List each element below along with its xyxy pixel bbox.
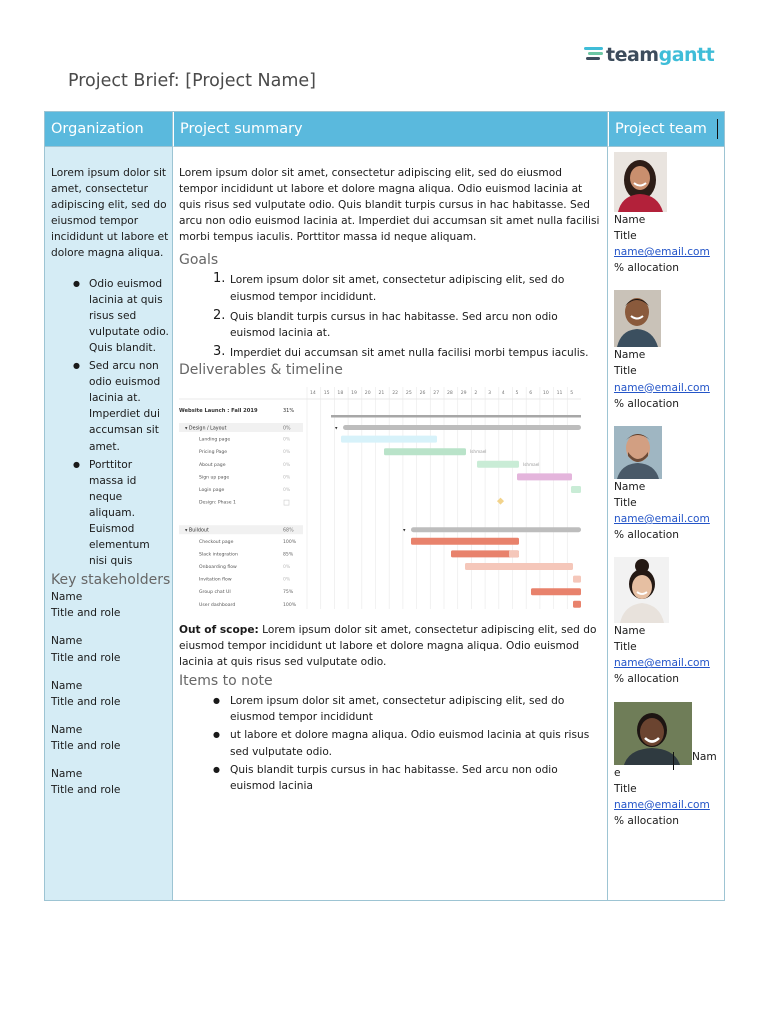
gantt-task-pct: 0% [283,450,291,456]
gantt-task-checkbox [284,500,289,505]
member-title: Title [614,496,637,509]
team-column [608,112,724,900]
gantt-day-label: 10 [542,390,549,396]
team-header [608,112,724,147]
gantt-day-label: 18 [337,390,344,396]
member-name: Name [614,480,646,493]
gantt-task-label: Onboarding flow [199,564,237,570]
organization-bullets [51,276,169,570]
member-email-link[interactable]: name@email.com [614,512,710,525]
list-item: ● Porttitor massa id neque aliquam. Euismod elementum nisi quis [73,457,169,570]
gantt-day-label: 28 [447,390,453,396]
summary-intro: Lorem ipsum dolor sit amet, consectetur adipiscing elit, sed do eiusmod tempor incididunt ut labore et dolore magna aliqua. Odio euismod lacinia at quis risus sed vulputate odio. Quis blandit turpis cursus in hac habitasse. Sed arcu non odio euismod lacinia at. Imperdiet dui accumsan sit amet nulla facilisi morbi tempus iaculis. Porttitor massa id neque aliquam. [179,167,600,244]
member-allocation: % allocation [614,814,679,827]
avatar [614,557,669,623]
logo-bars-icon [584,47,604,61]
gantt-group-pct: 68% [283,528,294,534]
goal-item [207,272,603,304]
gantt-task-label: About page [199,462,226,468]
stakeholders-list [51,589,169,798]
organization-intro: Lorem ipsum dolor sit amet, consectetur adipiscing elit, sed do eiusmod tempor incididunt ut labore et dolore magna aliqua. [51,167,169,260]
gantt-day-label: 20 [364,390,371,396]
member-email-link[interactable]: name@email.com [614,657,710,670]
gantt-task-bar [451,550,519,557]
gantt-task-bar [531,588,581,595]
avatar [614,426,662,479]
goal-text: Imperdiet dui accumsan sit amet nulla facilisi morbi tempus iaculis. [230,346,589,359]
goal-item [207,309,603,341]
goal-text: Quis blandit turpis cursus in hac habitasse. Sed arcu non odio euismod lacinia at. [230,310,558,339]
gantt-day-label: 19 [351,390,357,396]
gantt-task-pct: 75% [283,590,294,596]
summary-column [173,112,608,900]
team-header-label: Project team [615,121,707,137]
gantt-task-bar [573,601,581,608]
goal-number: 1. [213,271,226,287]
member-email-link[interactable]: name@email.com [614,246,710,259]
gantt-task-bar-remaining [509,550,519,557]
gantt-task-pct: 100% [283,539,297,545]
gantt-bar-tag: Ishmael [523,461,540,467]
gantt-task-bar [341,436,437,443]
gantt-day-label: 25 [405,390,412,396]
stakeholder-name: Name [51,591,83,604]
gantt-svg [179,385,581,609]
gantt-group-label: ▾ Design / Layout [185,426,227,432]
member-allocation: % allocation [614,673,679,686]
member-allocation: % allocation [614,397,679,410]
member-photo-row [614,702,722,781]
page-title: Project Brief: [Project Name] [68,71,316,91]
list-item: ● Quis blandit turpis cursus in hac habitasse. Sed arcu non odio euismod lacinia [213,762,603,794]
member-allocation: % allocation [614,529,679,542]
stakeholder-role: Title and role [51,739,121,752]
member-title: Title [614,641,637,654]
gantt-day-label: 27 [433,390,440,396]
member-name: Name [614,750,717,779]
stakeholder-entry [51,633,169,665]
gantt-task-label: Checkout page [199,539,234,545]
gantt-task-label: Slack integration [199,552,238,558]
gantt-task-pct: 0% [283,564,291,570]
gantt-group-bar [411,527,581,532]
member-allocation: % allocation [614,262,679,275]
gantt-collapse-arrow: ▾ [335,425,338,432]
stakeholder-entry [51,722,169,754]
gantt-collapse-arrow: ▾ [403,527,406,534]
gantt-task-pct: 0% [283,437,291,443]
list-item: ● Lorem ipsum dolor sit amet, consectetur adipiscing elit, sed do eiusmod tempor incididunt [213,693,603,725]
logo-wordmark: teamgantt [606,44,715,66]
gantt-group-bar [343,425,581,430]
goals-heading: Goals [179,252,219,269]
team-member [614,152,722,276]
member-name: Name [614,349,646,362]
member-title: Title [614,782,637,795]
gantt-task-label: Design: Phase 1 [199,500,236,506]
avatar [614,702,692,765]
gantt-task-pct: 0% [283,462,291,468]
deliverables-heading: Deliverables & timeline [179,361,343,378]
gantt-day-label: 22 [392,390,399,396]
stakeholder-name: Name [51,768,83,780]
avatar [614,152,667,212]
gantt-task-label: User dashboard [199,602,236,608]
team-member [614,290,722,411]
gantt-task-pct: 85% [283,552,294,558]
text-cursor [717,119,718,139]
gantt-project-pct: 31% [283,407,295,414]
out-of-scope [179,622,603,670]
member-name: Name [614,214,646,226]
stakeholder-role: Title and role [51,651,121,664]
goal-number: 3. [213,343,226,359]
gantt-task-label: Sign up page [199,475,230,481]
gantt-task-bar [384,448,466,455]
gantt-task-bar [517,473,572,480]
list-item: ● Odio euismod lacinia at quis risus sed vulputate odio. Quis blandit. [73,276,169,356]
brief-table [44,111,725,901]
organization-column [45,112,173,900]
member-title: Title [614,365,637,378]
goal-number: 2. [213,307,226,323]
gantt-project-bar [331,415,581,418]
team-member [614,426,722,543]
gantt-day-label: 26 [419,390,426,396]
notes-heading: Items to note [179,673,273,690]
teamgantt-logo [584,44,715,66]
stakeholder-name: Name [51,679,83,692]
gantt-task-label: Invitation flow [199,577,232,583]
gantt-project-title: Website Launch : Fall 2019 [179,407,258,414]
team-member [614,557,722,687]
notes-list [179,693,603,794]
gantt-day-label: 15 [323,390,330,396]
gantt-day-label: 6 [529,390,533,396]
stakeholder-entry [51,766,169,798]
gantt-day-label: 5 [515,390,519,396]
gantt-task-bar [573,576,581,583]
stakeholder-entry [51,589,169,621]
gantt-task-bar [411,538,519,545]
gantt-milestone-diamond [497,498,504,505]
text-cursor [673,752,674,770]
gantt-task-label: Login page [199,487,225,493]
gantt-group-pct: 0% [283,426,291,432]
list-item: ● ut labore et dolore magna aliqua. Odio euismod lacinia at quis risus sed vulputate odio. [213,727,603,759]
goal-item [207,345,603,361]
gantt-task-label: Group chat UI [199,590,231,596]
gantt-day-label: 29 [460,390,467,396]
out-of-scope-label: Out of scope: [179,623,259,636]
gantt-day-label: 11 [556,390,563,396]
gantt-task-pct: 100% [283,602,297,608]
gantt-chart-image [179,385,581,609]
team-member [614,702,722,829]
stakeholder-name: Name [51,635,83,648]
gantt-task-label: Pricing Page [199,450,228,456]
stakeholders-heading: Key stakeholders [51,572,171,589]
gantt-task-pct: 0% [283,475,291,481]
gantt-task-pct: 0% [283,577,291,583]
member-name: Name [614,625,646,638]
gantt-day-label: 14 [310,390,316,396]
gantt-task-label: Landing page [199,437,231,443]
gantt-day-label: 5 [570,390,574,396]
gantt-day-label: 4 [501,390,505,396]
goal-text: Lorem ipsum dolor sit amet, consectetur adipiscing elit, sed do eiusmod tempor incididunt. [230,274,565,303]
gantt-task-pct: 0% [283,487,291,493]
list-item: ● Sed arcu non odio euismod lacinia at. Imperdiet dui accumsan sit amet. [73,358,169,455]
member-email-link[interactable]: name@email.com [614,798,710,811]
organization-header: Organization [45,112,172,147]
avatar [614,290,661,347]
gantt-task-bar [477,461,519,468]
gantt-bar-tag: Ishmael [470,449,487,455]
stakeholder-entry [51,678,169,710]
gantt-task-bar [465,563,573,570]
gantt-day-label: 3 [488,390,492,396]
gantt-day-label: 21 [378,390,385,396]
summary-header: Project summary [173,112,607,147]
stakeholder-role: Title and role [51,695,121,708]
out-of-scope-text: Lorem ipsum dolor sit amet, consectetur adipiscing elit, sed do eiusmod tempor incididunt ut labore et dolore magna aliqua. Odio euismod lacinia at quis risus sed vulputate odio. [179,623,597,669]
gantt-task-bar [571,486,581,493]
stakeholder-name: Name [51,723,83,736]
member-email-link[interactable]: name@email.com [614,381,710,394]
gantt-group-label: ▾ Buildout [185,528,209,534]
goals-list [179,272,603,360]
member-title: Title [614,230,637,243]
stakeholder-role: Title and role [51,607,121,620]
gantt-day-label: 2 [474,390,478,396]
stakeholder-role: Title and role [51,784,121,797]
